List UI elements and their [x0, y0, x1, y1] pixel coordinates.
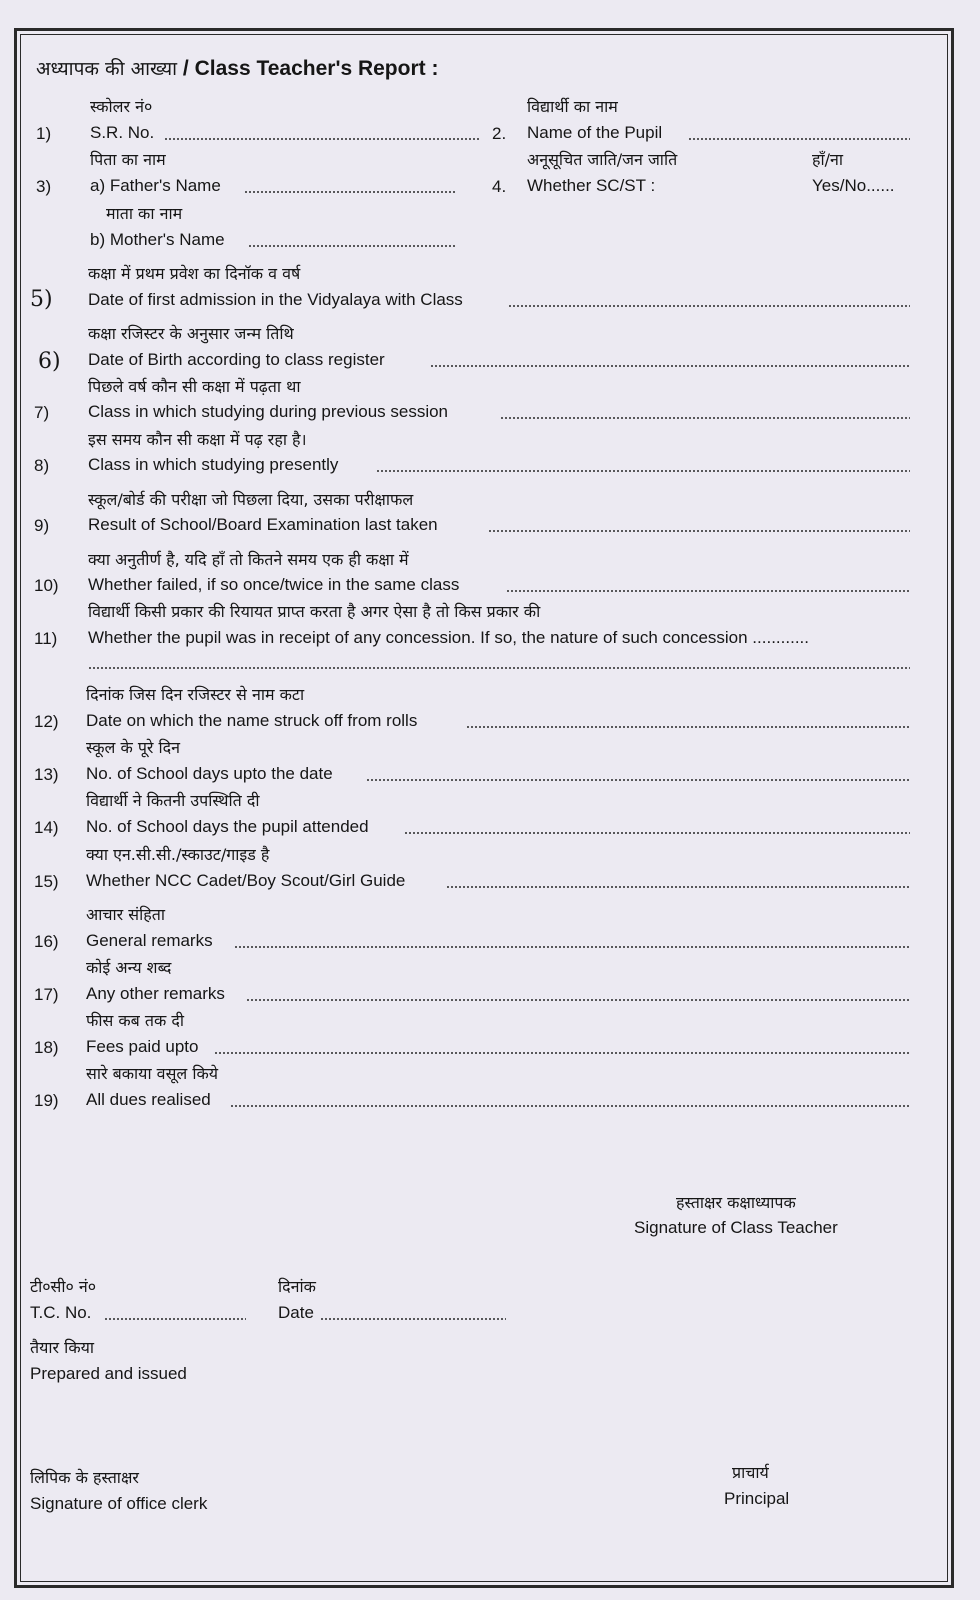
f15-blank[interactable] [446, 886, 910, 888]
f3-blank[interactable] [244, 191, 456, 193]
f19-hindi: सारे बकाया वसूल किये [86, 1064, 219, 1083]
f3-number: 3) [36, 177, 52, 196]
f11-blank-line2[interactable] [88, 667, 910, 669]
f4-label: Whether SC/ST : [527, 176, 656, 195]
f6-label: Date of Birth according to class register [88, 350, 385, 369]
f3-hindi: पिता का नाम [90, 150, 166, 169]
f7-number: 7) [34, 403, 50, 422]
f9-number: 9) [34, 516, 50, 535]
date-hindi: दिनांक [278, 1277, 316, 1296]
f2-blank[interactable] [688, 138, 910, 140]
f11-hindi: विद्यार्थी किसी प्रकार की रियायत प्राप्त करता है अगर ऐसा है तो किस प्रकार की [88, 602, 541, 621]
f16-label: General remarks [86, 931, 213, 950]
f7-label: Class in which studying during previous session [88, 402, 449, 421]
f15-label: Whether NCC Cadet/Boy Scout/Girl Guide [86, 871, 406, 890]
f3-label: a) Father's Name [90, 176, 221, 195]
f11-label: Whether the pupil was in receipt of any concession. If so, the nature of such concession ............ [88, 628, 809, 647]
tc-number-label: T.C. No. [30, 1303, 92, 1322]
f17-blank[interactable] [246, 999, 910, 1001]
principal-label: Principal [724, 1489, 790, 1508]
prepared-label: Prepared and issued [30, 1364, 187, 1383]
teacher-signature-label: Signature of Class Teacher [634, 1218, 838, 1237]
f19-number: 19) [34, 1091, 59, 1110]
f12-number: 12) [34, 712, 59, 731]
f10-label: Whether failed, if so once/twice in the same class [88, 575, 460, 594]
f8-number: 8) [34, 456, 50, 475]
f18-blank[interactable] [214, 1052, 910, 1054]
f12-label: Date on which the name struck off from rolls [86, 711, 418, 730]
f16-blank[interactable] [234, 946, 910, 948]
tc-number-hindi: टी०सी० नं० [30, 1277, 97, 1296]
f3b-blank[interactable] [248, 245, 456, 247]
title-separator: / [182, 57, 189, 80]
f6-number: 6) [38, 349, 61, 374]
f8-blank[interactable] [376, 470, 910, 472]
f7-blank[interactable] [500, 417, 910, 419]
f10-hindi: क्या अनुतीर्ण है, यदि हाँ तो कितने समय एक ही कक्षा में [88, 550, 409, 569]
title-english: Class Teacher's Report : [194, 57, 439, 80]
f15-number: 15) [34, 872, 59, 891]
f18-hindi: फीस कब तक दी [86, 1011, 185, 1030]
f10-number: 10) [34, 576, 59, 595]
title-hindi: अध्यापक की आख्या [36, 58, 178, 80]
f14-number: 14) [34, 818, 59, 837]
f2-number: 2. [492, 124, 507, 143]
f2-label: Name of the Pupil [527, 123, 663, 142]
date-blank[interactable] [320, 1318, 506, 1320]
f13-label: No. of School days upto the date [86, 764, 333, 783]
f18-number: 18) [34, 1038, 59, 1057]
f19-blank[interactable] [230, 1105, 910, 1107]
f10-blank[interactable] [506, 590, 910, 592]
f13-number: 13) [34, 765, 59, 784]
f14-hindi: विद्यार्थी ने कितनी उपस्थिति दी [86, 791, 260, 810]
prepared-hindi: तैयार किया [30, 1338, 95, 1357]
f13-blank[interactable] [366, 779, 910, 781]
f8-hindi: इस समय कौन सी कक्षा में पढ़ रहा है। [88, 430, 307, 449]
f9-blank[interactable] [488, 530, 910, 532]
f19-label: All dues realised [86, 1090, 211, 1109]
f9-hindi: स्कूल/बोर्ड की परीक्षा जो पिछला दिया, उसका परीक्षाफल [88, 490, 414, 509]
f9-label: Result of School/Board Examination last taken [88, 515, 438, 534]
clerk-signature-hindi: लिपिक के हस्ताक्षर [30, 1468, 139, 1487]
f1-hindi: स्कोलर नं० [90, 97, 153, 116]
f2-hindi: विद्यार्थी का नाम [527, 97, 618, 116]
f5-label: Date of first admission in the Vidyalaya with Class [88, 290, 463, 309]
f4-number: 4. [492, 177, 507, 196]
f16-hindi: आचार संहिता [86, 905, 166, 924]
f1-blank[interactable] [164, 138, 480, 140]
f6-blank[interactable] [430, 365, 910, 367]
report-title [36, 55, 438, 81]
tc-number-blank[interactable] [104, 1318, 246, 1320]
clerk-signature-label: Signature of office clerk [30, 1494, 208, 1513]
f12-hindi: दिनांक जिस दिन रजिस्टर से नाम कटा [86, 685, 305, 704]
f5-hindi: कक्षा में प्रथम प्रवेश का दिनॉक व वर्ष [88, 264, 301, 283]
f5-blank[interactable] [508, 305, 910, 307]
f4-option-hindi: हाँ/ना [812, 150, 844, 169]
f11-number: 11) [34, 629, 58, 648]
f14-blank[interactable] [404, 832, 910, 834]
f13-hindi: स्कूल के पूरे दिन [86, 738, 181, 757]
f3b-label: b) Mother's Name [90, 230, 225, 249]
teacher-signature-hindi: हस्ताक्षर कक्षाध्यापक [676, 1193, 796, 1212]
f3b-hindi: माता का नाम [106, 204, 183, 223]
f1-label: S.R. No. [90, 123, 155, 142]
f17-hindi: कोई अन्य शब्द [86, 958, 172, 977]
f16-number: 16) [34, 932, 59, 951]
f6-hindi: कक्षा रजिस्टर के अनुसार जन्म तिथि [88, 324, 294, 343]
f4-option[interactable]: Yes/No...... [812, 176, 895, 195]
f17-label: Any other remarks [86, 984, 225, 1003]
f5-number: 5) [30, 287, 53, 312]
f1-number: 1) [36, 124, 52, 143]
date-label: Date [278, 1303, 314, 1322]
principal-hindi: प्राचार्य [732, 1463, 769, 1482]
f15-hindi: क्या एन.सी.सी./स्काउट/गाइड है [86, 845, 270, 864]
f17-number: 17) [34, 985, 59, 1004]
f12-blank[interactable] [466, 726, 910, 728]
f8-label: Class in which studying presently [88, 455, 339, 474]
f4-hindi: अनूसूचित जाति/जन जाति [527, 150, 678, 169]
f14-label: No. of School days the pupil attended [86, 817, 369, 836]
f18-label: Fees paid upto [86, 1037, 199, 1056]
f7-hindi: पिछले वर्ष कौन सी कक्षा में पढ़ता था [88, 377, 301, 396]
